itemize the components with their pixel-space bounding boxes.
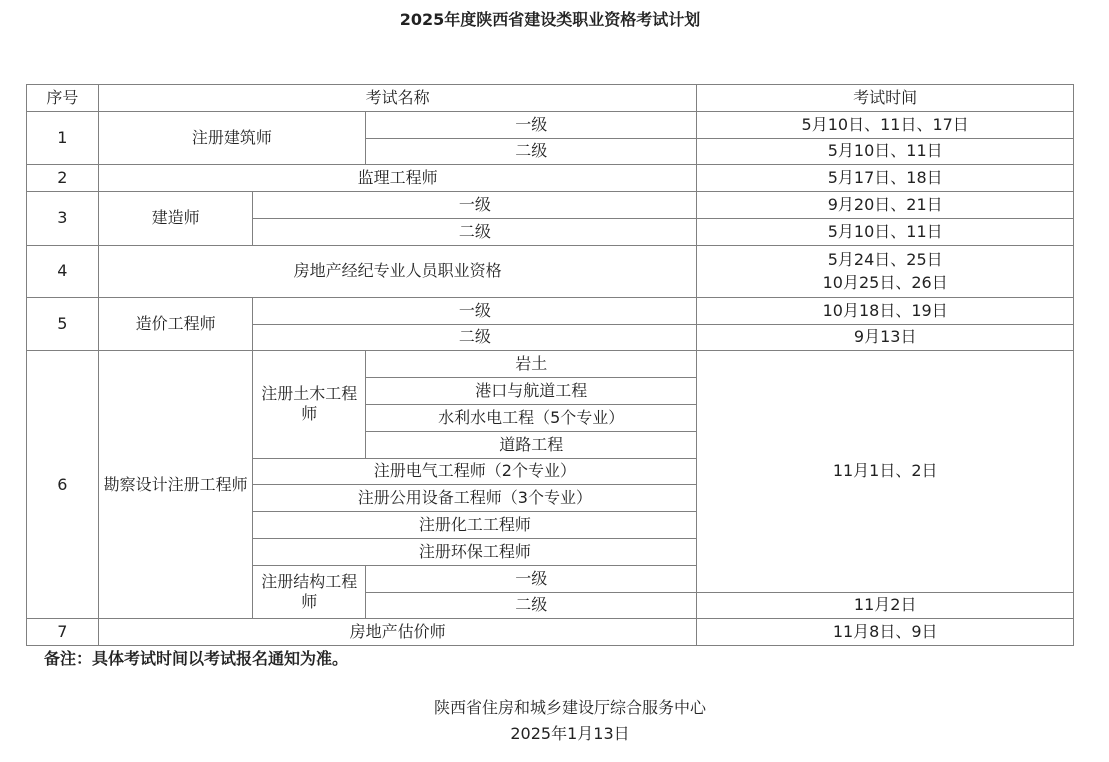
exam-name: 房地产估价师 xyxy=(98,619,697,646)
exam-time xyxy=(697,245,1074,297)
issue-date: 2025年1月13日 xyxy=(510,724,630,743)
exam-name: 注册建筑师 xyxy=(98,111,365,165)
table-row xyxy=(27,111,1074,138)
exam-name: 造价工程师 xyxy=(98,297,253,351)
exam-subcategory: 注册公用设备工程师（3个专业） xyxy=(253,485,697,512)
table-row xyxy=(27,245,1074,297)
exam-schedule-table xyxy=(26,84,1074,646)
exam-subcategory: 注册土木工程师 xyxy=(253,351,366,458)
exam-time: 9月13日 xyxy=(697,324,1074,351)
exam-major: 港口与航道工程 xyxy=(366,378,697,405)
header-seq: 序号 xyxy=(27,85,99,112)
exam-name: 监理工程师 xyxy=(98,165,697,192)
exam-time-line: 5月24日、25日 xyxy=(827,250,943,270)
exam-time: 11月2日 xyxy=(697,592,1074,619)
exam-level: 一级 xyxy=(366,111,697,138)
exam-time: 5月17日、18日 xyxy=(697,165,1074,192)
exam-level: 二级 xyxy=(366,592,697,619)
row-seq: 3 xyxy=(27,192,99,246)
exam-level: 二级 xyxy=(366,138,697,165)
exam-time: 11月1日、2日 xyxy=(697,351,1074,592)
header-exam-time: 考试时间 xyxy=(697,85,1074,112)
exam-time-line: 10月25日、26日 xyxy=(822,273,948,293)
row-seq: 6 xyxy=(27,351,99,619)
exam-major: 岩土 xyxy=(366,351,697,378)
exam-time: 5月10日、11日、17日 xyxy=(697,111,1074,138)
exam-level: 一级 xyxy=(253,192,697,219)
table-row xyxy=(27,192,1074,219)
row-seq: 1 xyxy=(27,111,99,165)
remark-note: 备注：具体考试时间以考试报名通知为准。 xyxy=(44,649,349,668)
table-row xyxy=(27,351,1074,378)
page-title: 2025年度陕西省建设类职业资格考试计划 xyxy=(399,10,701,29)
row-seq: 4 xyxy=(27,245,99,297)
exam-subcategory: 注册环保工程师 xyxy=(253,538,697,565)
table-row xyxy=(27,619,1074,646)
row-seq: 2 xyxy=(27,165,99,192)
exam-time: 9月20日、21日 xyxy=(697,192,1074,219)
issuer-name: 陕西省住房和城乡建设厅综合服务中心 xyxy=(433,698,706,717)
exam-time: 5月10日、11日 xyxy=(697,218,1074,245)
exam-subcategory: 注册电气工程师（2个专业） xyxy=(253,458,697,485)
table-row xyxy=(27,165,1074,192)
exam-name: 建造师 xyxy=(98,192,253,246)
exam-subcategory: 注册化工工程师 xyxy=(253,512,697,539)
exam-time: 5月10日、11日 xyxy=(697,138,1074,165)
exam-name: 房地产经纪专业人员职业资格 xyxy=(98,245,697,297)
exam-subcategory: 注册结构工程师 xyxy=(253,565,366,619)
exam-name: 勘察设计注册工程师 xyxy=(98,351,253,619)
row-seq: 5 xyxy=(27,297,99,351)
exam-level: 一级 xyxy=(253,297,697,324)
exam-time: 10月18日、19日 xyxy=(697,297,1074,324)
exam-level: 一级 xyxy=(366,565,697,592)
exam-time: 11月8日、9日 xyxy=(697,619,1074,646)
exam-level: 二级 xyxy=(253,324,697,351)
row-seq: 7 xyxy=(27,619,99,646)
exam-level: 二级 xyxy=(253,218,697,245)
table-row xyxy=(27,297,1074,324)
exam-major: 道路工程 xyxy=(366,431,697,458)
exam-major: 水利水电工程（5个专业） xyxy=(366,404,697,431)
table-header-row xyxy=(27,85,1074,112)
header-exam-name: 考试名称 xyxy=(98,85,697,112)
